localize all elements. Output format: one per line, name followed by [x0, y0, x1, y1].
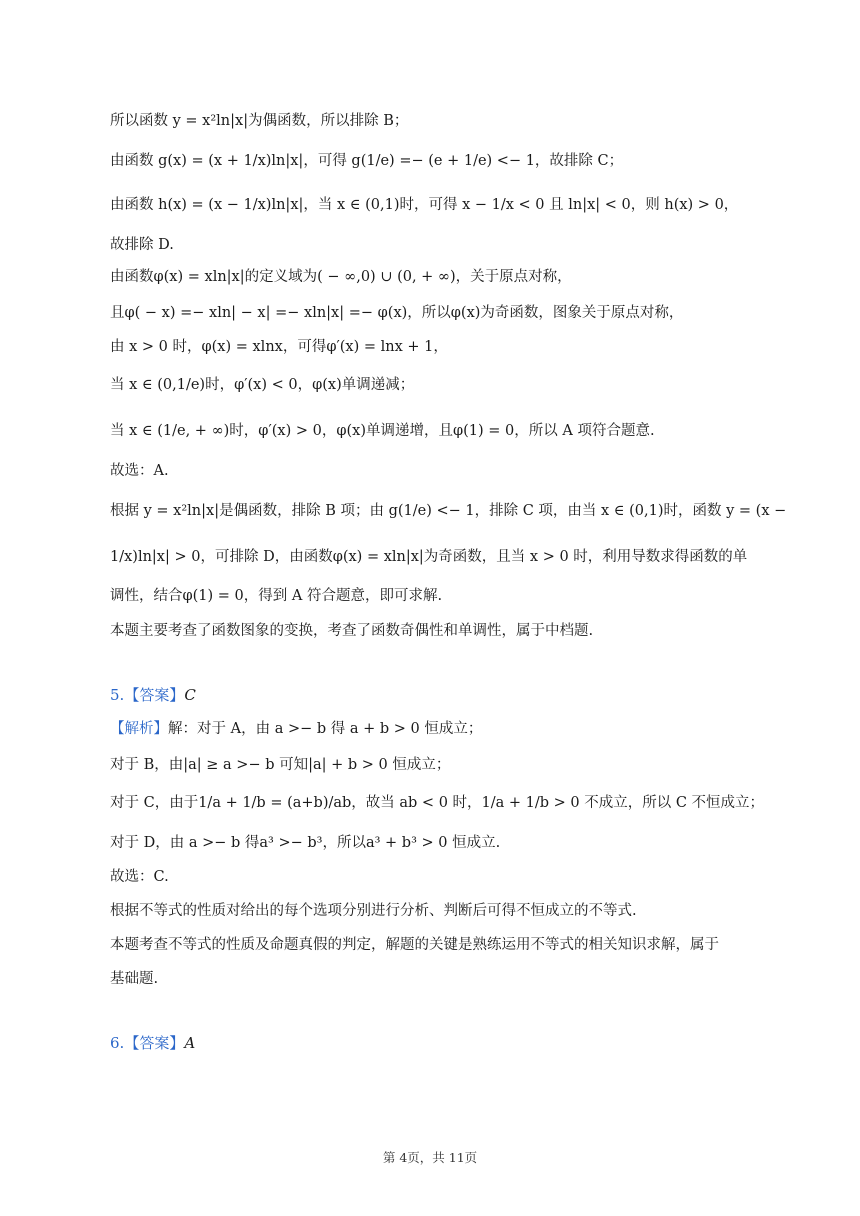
- text-line: 当 x ∈ (0,1/e)时，φ′(x) < 0，φ(x)单调递减；: [110, 377, 415, 393]
- text-line: 基础题.: [110, 971, 159, 987]
- answer-heading-5: [110, 684, 196, 706]
- text-line: 由函数 g(x) = (x + 1/x)ln|x|，可得 g(1/e) =− (e + 1/e) <− 1，故排除 C；: [110, 153, 624, 169]
- page-footer: 第 4页，共 11页: [382, 1150, 478, 1165]
- text-line: 根据 y = x²ln|x|是偶函数，排除 B 项；由 g(1/e) <− 1，排除 C 项，由当 x ∈ (0,1)时，函数 y = (x −: [110, 503, 787, 519]
- text-line: 本题主要考查了函数图象的变换，考查了函数奇偶性和单调性，属于中档题.: [110, 623, 594, 639]
- text-line: 当 x ∈ (1/e, + ∞)时，φ′(x) > 0，φ(x)单调递增，且φ(1) = 0，所以 A 项符合题意.: [110, 423, 655, 439]
- text-line: 对于 C，由于1/a + 1/b = (a+b)/ab，故当 ab < 0 时，1/a + 1/b > 0 不成立，所以 C 不恒成立；: [110, 795, 765, 811]
- answer-heading-6: [110, 1032, 195, 1054]
- text-line: 由函数φ(x) = xln|x|的定义域为( − ∞,0) ∪ (0, + ∞)，关于原点对称，: [110, 269, 572, 285]
- text-line: 故排除 D.: [110, 237, 174, 253]
- text-line: 1/x)ln|x| > 0，可排除 D，由函数φ(x) = xln|x|为奇函数，且当 x > 0 时，利用导数求得函数的单: [110, 549, 748, 565]
- answer-value: C: [184, 686, 196, 704]
- answer-tag: 【答案】: [124, 1034, 185, 1052]
- text-line: 根据不等式的性质对给出的每个选项分别进行分析、判断后可得不恒成立的不等式.: [110, 903, 637, 919]
- text-line: 对于 D，由 a >− b 得a³ >− b³，所以a³ + b³ > 0 恒成立.: [110, 835, 501, 851]
- text-line: 故选：C.: [110, 869, 169, 885]
- text-line: 所以函数 y = x²ln|x|为偶函数，所以排除 B；: [110, 113, 409, 129]
- text-line: 由函数 h(x) = (x − 1/x)ln|x|，当 x ∈ (0,1)时，可得 x − 1/x < 0 且 ln|x| < 0，则 h(x) > 0，: [110, 197, 739, 213]
- text-line: 对于 B，由|a| ≥ a >− b 可知|a| + b > 0 恒成立；: [110, 757, 451, 773]
- analysis-text: 解：对于 A，由 a >− b 得 a + b > 0 恒成立；: [168, 721, 483, 737]
- text-line: 本题考查不等式的性质及命题真假的判定，解题的关键是熟练运用不等式的相关知识求解，属于: [110, 937, 719, 953]
- answer-number: 5.: [110, 686, 125, 704]
- answer-number: 6.: [110, 1034, 125, 1052]
- analysis-tag: 【解析】: [110, 721, 168, 737]
- text-line: 故选：A.: [110, 463, 169, 479]
- answer-tag: 【答案】: [124, 686, 185, 704]
- text-line: 调性，结合φ(1) = 0，得到 A 符合题意，即可求解.: [110, 588, 443, 604]
- analysis-line: [110, 718, 482, 740]
- text-line: 且φ( − x) =− xln| − x| =− xln|x| =− φ(x)，所以φ(x)为奇函数，图象关于原点对称，: [110, 305, 684, 321]
- answer-value: A: [184, 1034, 196, 1052]
- text-line: 由 x > 0 时，φ(x) = xlnx，可得φ′(x) = lnx + 1，: [110, 339, 448, 355]
